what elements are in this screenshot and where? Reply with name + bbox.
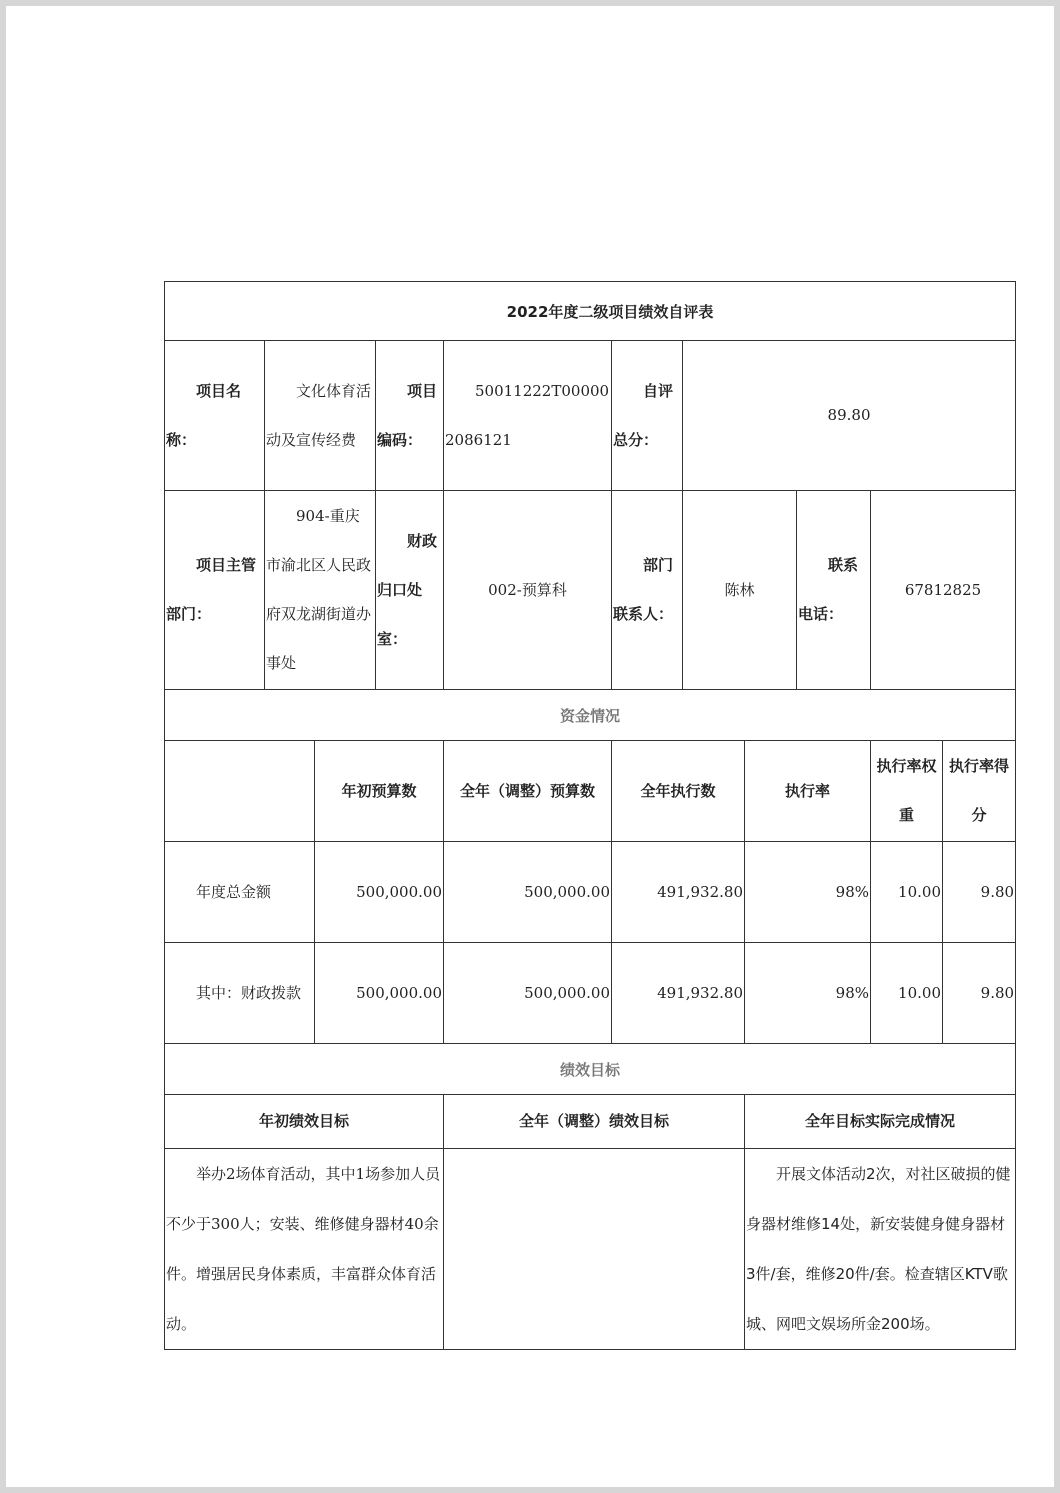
project-code-label: 项目编码：	[376, 341, 444, 491]
funds-row-adjusted: 500,000.00	[444, 943, 612, 1044]
adjusted-goal-text	[444, 1149, 745, 1350]
phone-label: 联系电话：	[797, 491, 871, 690]
goals-header-initial: 年初绩效目标	[165, 1095, 444, 1149]
funds-header-adjusted: 全年（调整）预算数	[444, 741, 612, 842]
funds-row-adjusted: 500,000.00	[444, 842, 612, 943]
funds-header-blank	[165, 741, 315, 842]
funds-row-weight: 10.00	[871, 842, 943, 943]
score-label: 自评总分：	[612, 341, 683, 491]
project-code-value: 50011222T000002086121	[444, 341, 612, 491]
funds-header-score: 执行率得分	[943, 741, 1016, 842]
goals-header-adjusted: 全年（调整）绩效目标	[444, 1095, 745, 1149]
actual-completion-text: 开展文体活动2次，对社区破损的健身器材维修14处，新安装健身健身器材3件/套，维修20件/套。检查辖区KTV歌城、网吧文娱场所金200场。	[745, 1149, 1016, 1350]
funds-row-executed: 491,932.80	[612, 943, 745, 1044]
finance-label: 财政归口处室：	[376, 491, 444, 690]
goals-header-actual: 全年目标实际完成情况	[745, 1095, 1016, 1149]
funds-header-weight: 执行率权重	[871, 741, 943, 842]
funds-header-rate: 执行率	[745, 741, 871, 842]
dept-label: 项目主管部门：	[165, 491, 265, 690]
contact-label: 部门联系人：	[612, 491, 683, 690]
funds-row-total	[165, 842, 1016, 943]
funds-section-title: 资金情况	[165, 690, 1016, 741]
funds-row-rate: 98%	[745, 842, 871, 943]
funds-row-initial: 500,000.00	[315, 842, 444, 943]
contact-value: 陈林	[683, 491, 797, 690]
funds-row-score: 9.80	[943, 842, 1016, 943]
funds-row-rate: 98%	[745, 943, 871, 1044]
score-value: 89.80	[683, 341, 1016, 491]
document-page	[6, 6, 1054, 1487]
funds-row-label: 其中：财政拨款	[165, 943, 315, 1044]
funds-header-executed: 全年执行数	[612, 741, 745, 842]
initial-goal-text: 举办2场体育活动，其中1场参加人员不少于300人；安装、维修健身器材40余件。增强居民身体素质，丰富群众体育活动。	[165, 1149, 444, 1350]
funds-row-executed: 491,932.80	[612, 842, 745, 943]
funds-row-weight: 10.00	[871, 943, 943, 1044]
funds-row-fiscal	[165, 943, 1016, 1044]
project-name-value: 文化体育活动及宣传经费	[265, 341, 376, 491]
goals-section-title: 绩效目标	[165, 1044, 1016, 1095]
dept-value: 904-重庆市渝北区人民政府双龙湖街道办事处	[265, 491, 376, 690]
project-name-label: 项目名称：	[165, 341, 265, 491]
funds-row-score: 9.80	[943, 943, 1016, 1044]
funds-row-initial: 500,000.00	[315, 943, 444, 1044]
finance-value: 002-预算科	[444, 491, 612, 690]
phone-value: 67812825	[871, 491, 1016, 690]
form-title: 2022年度二级项目绩效自评表	[165, 282, 1016, 341]
performance-evaluation-table	[164, 281, 1016, 1350]
funds-header-initial: 年初预算数	[315, 741, 444, 842]
funds-row-label: 年度总金额	[165, 842, 315, 943]
